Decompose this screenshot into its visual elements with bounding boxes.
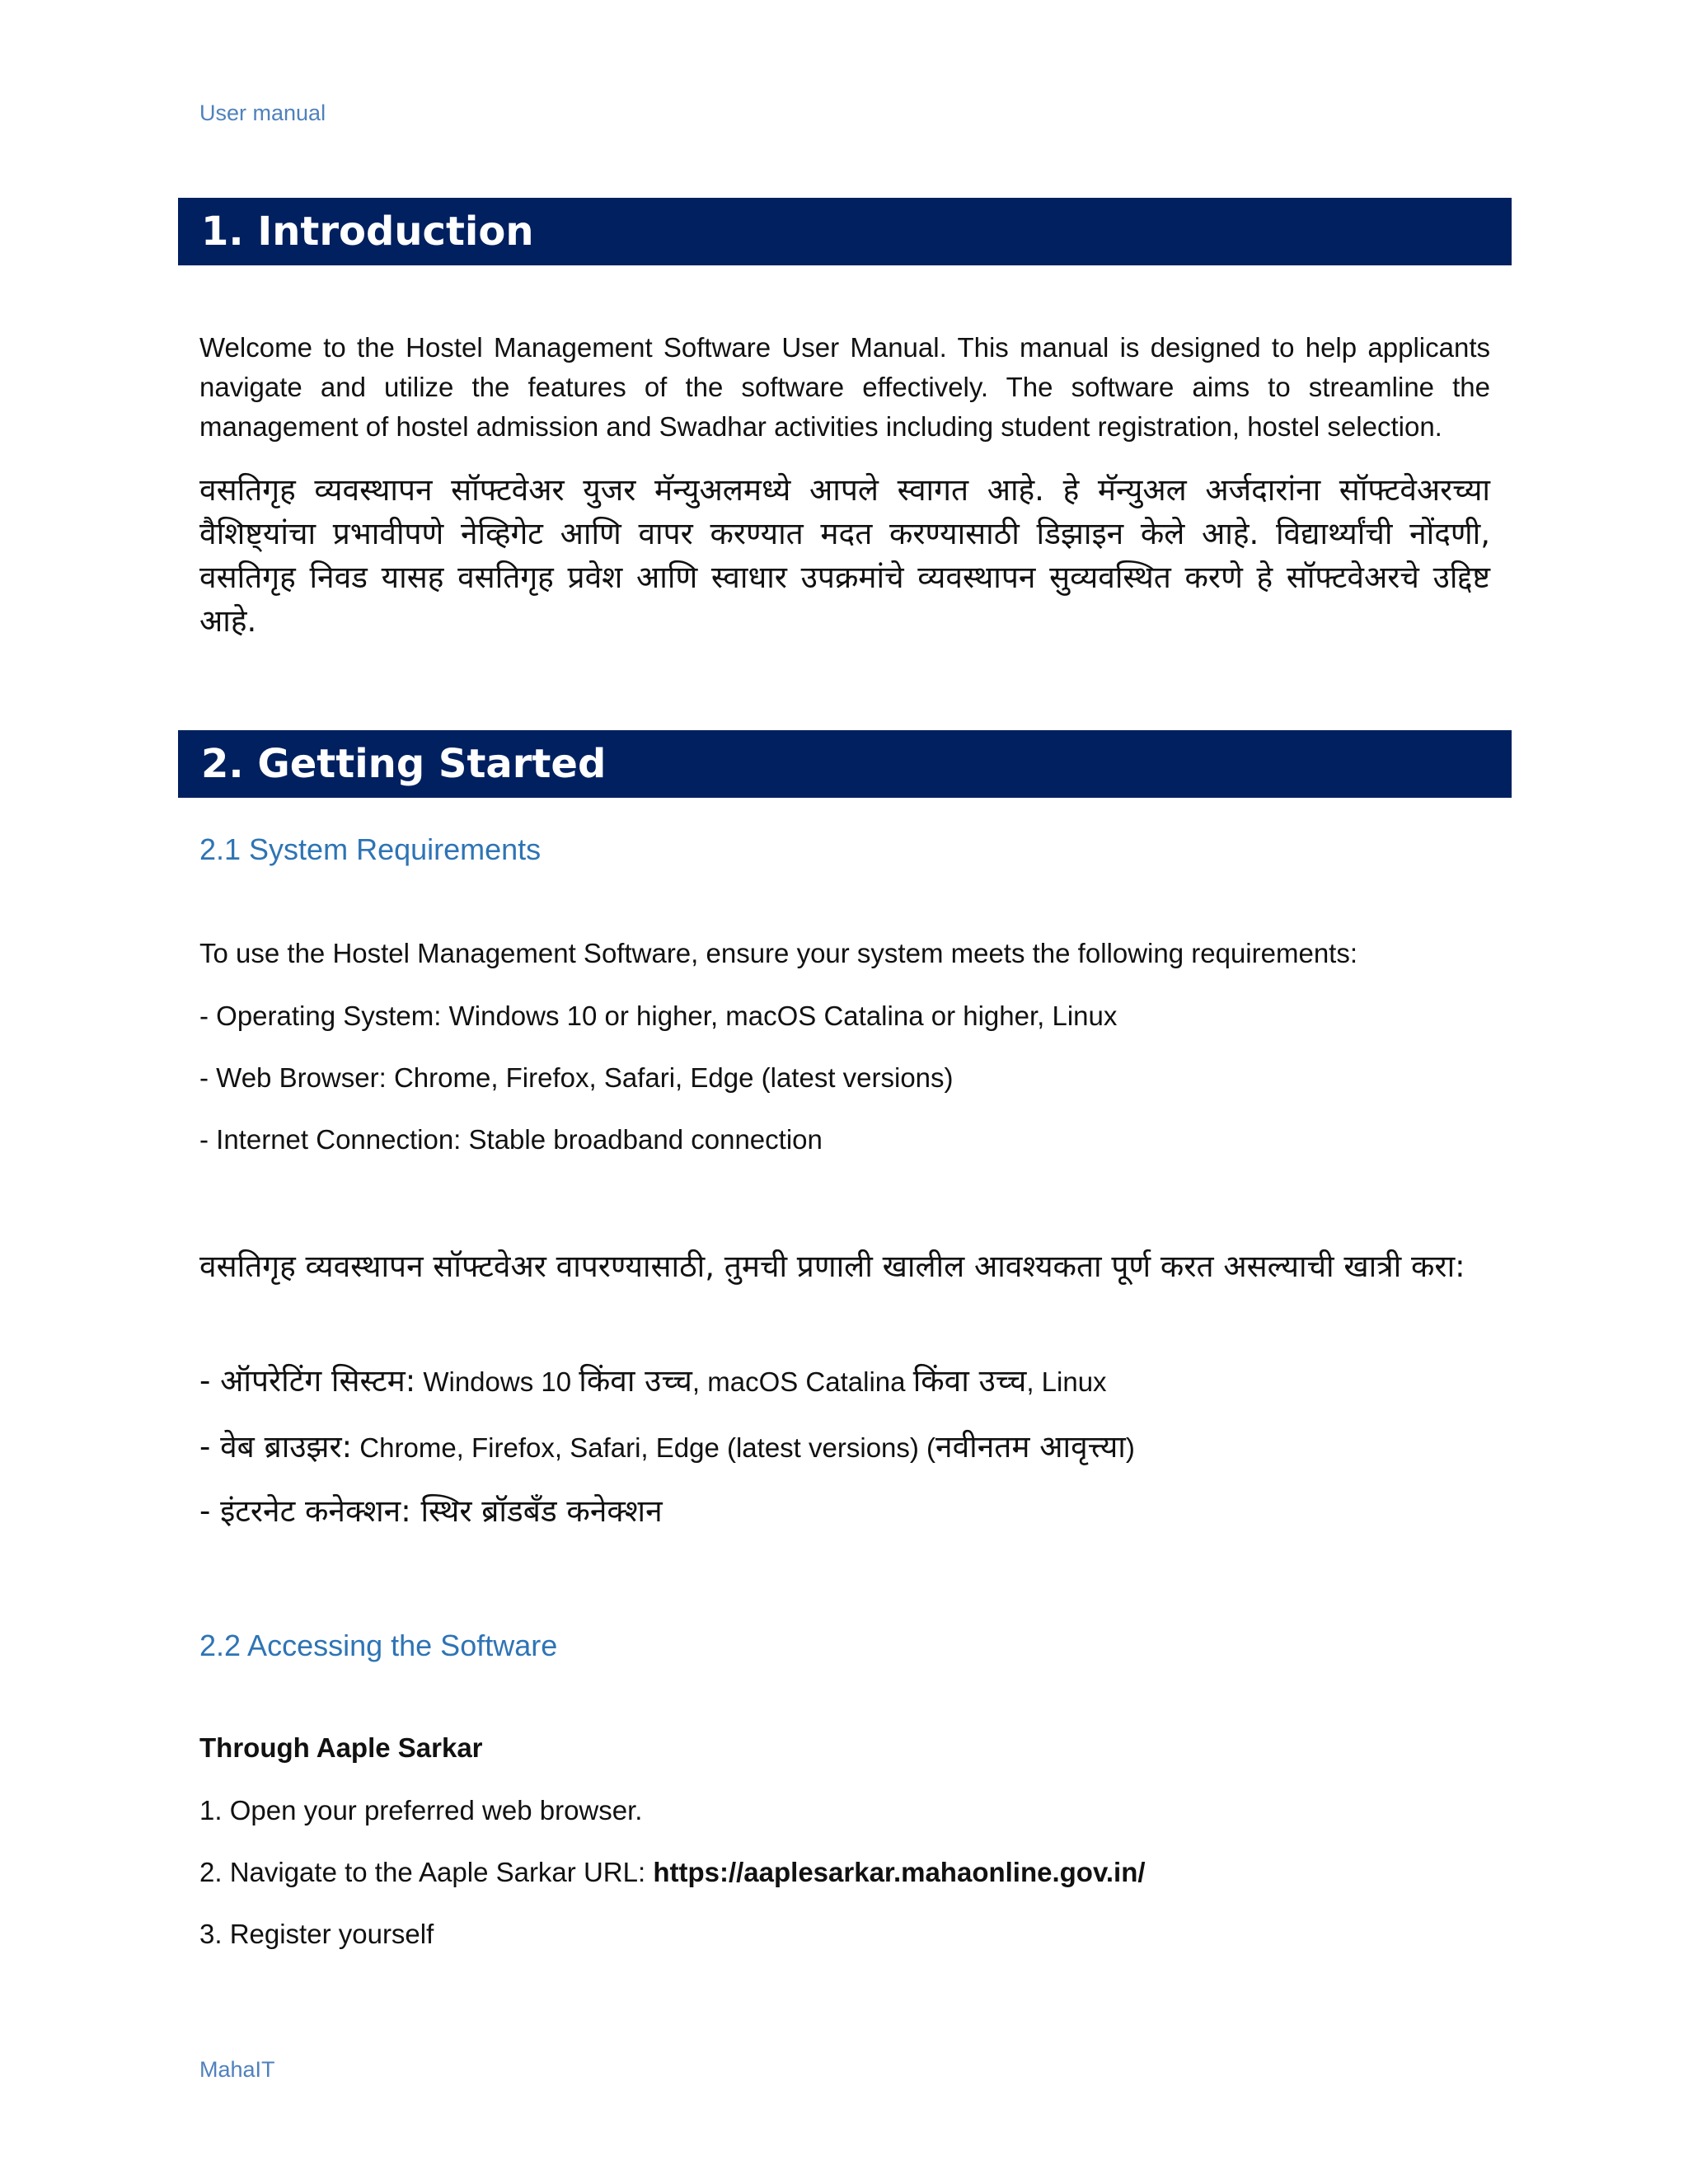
os-label-marathi: - ऑपरेटिंग सिस्टम: [199, 1363, 416, 1399]
access-step-2-text: 2. Navigate to the Aaple Sarkar URL: [199, 1857, 654, 1887]
os-part-d: किंवा उच्च [912, 1363, 1027, 1399]
access-step-3: 3. Register yourself [199, 1919, 434, 1949]
access-step-2 [199, 1857, 1146, 1888]
os-part-e: , Linux [1026, 1366, 1107, 1397]
os-part-c: , macOS Catalina [692, 1366, 913, 1397]
through-aaple-sarkar-heading: Through Aaple Sarkar [199, 1732, 483, 1763]
requirement-item-internet: - Internet Connection: Stable broadband connection [199, 1124, 823, 1155]
subheading-system-requirements: 2.1 System Requirements [199, 832, 542, 866]
internet-line-marathi: - इंटरनेट कनेक्शन: स्थिर ब्रॉडबँड कनेक्शन [199, 1493, 663, 1529]
section-heading-introduction: 1. Introduction [178, 198, 1512, 265]
subheading-accessing-software: 2.2 Accessing the Software [199, 1629, 558, 1662]
running-header: User manual [199, 101, 326, 125]
browser-part-c: ) [1125, 1432, 1135, 1463]
intro-paragraph-english: Welcome to the Hostel Management Software User Manual. This manual is designed to help applicants navigate and utilize the features of the software effectively. The software aims to streamline the management of hostel admission and Swadhar activities including student registration, hostel selection. [199, 332, 1490, 442]
os-part-a: Windows 10 [415, 1366, 579, 1397]
os-part-b: किंवा उच्च [579, 1363, 692, 1399]
requirements-intro-english: To use the Hostel Management Software, ensure your system meets the following requirements: [199, 938, 1358, 968]
requirements-intro-marathi: वसतिगृह व्यवस्थापन सॉफ्टवेअर वापरण्यासाठी, तुमची प्रणाली खालील आवश्यकता पूर्ण करत असल्याची खात्री करा: [199, 1249, 1465, 1284]
access-step-1: 1. Open your preferred web browser. [199, 1795, 643, 1825]
browser-part-b: नवीनतम आवृत्त्या [935, 1429, 1126, 1465]
browser-label-marathi: - वेब ब्राउझर: [199, 1429, 353, 1465]
requirement-item-internet-marathi [199, 1488, 663, 1530]
section-heading-getting-started: 2. Getting Started [178, 730, 1512, 798]
requirement-item-os-marathi [199, 1358, 1107, 1400]
requirement-item-browser: - Web Browser: Chrome, Firefox, Safari, Edge (latest versions) [199, 1062, 954, 1093]
browser-part-a: Chrome, Firefox, Safari, Edge (latest versions) ( [352, 1432, 936, 1463]
intro-paragraph-marathi: वसतिगृह व्यवस्थापन सॉफ्टवेअर युजर मॅन्युअलमध्ये आपले स्वागत आहे. हे मॅन्युअल अर्जदारांना सॉफ्टवेअरच्या वैशिष्ट्यांचा प्रभावीपणे नेव्हिगेट आणि वापर करण्यात मदत करण्यासाठी डिझाइन केले आहे. विद्यार्थ्यांची नोंदणी, वसतिगृह निवड यासह वसतिगृह प्रवेश आणि स्वाधार उपक्रमांचे व्यवस्थापन सुव्यवस्थित करणे हे सॉफ्टवेअरचे उद्दिष्ट आहे. [199, 472, 1490, 639]
requirement-item-os: - Operating System: Windows 10 or higher, macOS Catalina or higher, Linux [199, 1001, 1118, 1031]
requirement-item-browser-marathi [199, 1424, 1135, 1466]
running-footer: MahaIT [199, 2057, 275, 2082]
aaple-sarkar-url-link[interactable]: https://aaplesarkar.mahaonline.gov.in/ [653, 1857, 1146, 1887]
